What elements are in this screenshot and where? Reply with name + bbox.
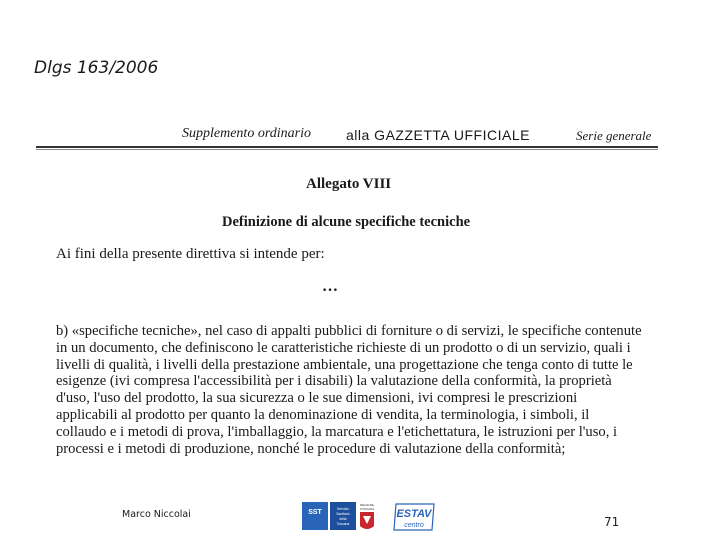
header-rule — [36, 146, 658, 148]
svg-text:Servizio: Servizio — [336, 507, 350, 511]
paragraph-line: esigenze (ivi compresa l'accessibilità per i disabili) la valutazione della conformità, la proprietà — [56, 373, 612, 390]
svg-text:centro: centro — [404, 522, 424, 529]
header-serie: Serie generale — [576, 128, 652, 143]
footer-author: Marco Niccolai — [122, 509, 191, 520]
estav-logo — [394, 504, 434, 530]
paragraph-line: collaudo e i metodi di prova, l'imballaggio, la marcatura e l'etichettatura, le istruzioni per l'uso, i — [56, 423, 618, 440]
definition-paragraph — [56, 323, 646, 457]
slide-title: Dlgs 163/2006 — [34, 58, 159, 78]
paragraph-line: b) «specifiche tecniche», nel caso di appalti pubblici di forniture o di servizi, le specifiche contenute — [56, 323, 642, 339]
svg-text:Toscana: Toscana — [336, 522, 350, 526]
svg-text:della: della — [339, 517, 347, 521]
allegato-heading: Allegato VIII — [306, 176, 392, 192]
header-supplemento: Supplemento ordinario — [182, 126, 311, 141]
paragraph-line: in un documento, che definiscono le caratteristiche richieste di un prodotto o di un servizio, quali i — [56, 339, 631, 356]
header-gazzetta: alla GAZZETTA UFFICIALE — [346, 127, 530, 143]
svg-text:Sanitario: Sanitario — [336, 512, 350, 516]
intro-text: Ai fini della presente direttiva si intende per: — [56, 246, 325, 262]
sst-logo — [302, 502, 356, 530]
header-rule-thin — [36, 149, 658, 150]
paragraph-line: d'uso, l'uso del prodotto, la sua sicurezza o le sue dimensioni, ivi compresi le prescrizioni — [56, 390, 578, 407]
paragraph-line: processi e i metodi di produzione, nonché le procedure di valutazione della conformità; — [56, 440, 566, 457]
svg-text:TOSCANA: TOSCANA — [359, 507, 375, 511]
svg-text:ESTAV: ESTAV — [396, 508, 432, 520]
paragraph-line: applicabili al prodotto per quanto la denominazione di vendita, la terminologia, i simboli, il — [56, 406, 590, 423]
page-number: 71 — [604, 515, 620, 529]
svg-text:SST: SST — [308, 509, 322, 516]
ellipsis: … — [322, 278, 338, 295]
svg-text:REGIONE: REGIONE — [360, 503, 374, 507]
sponsor-logos — [300, 500, 440, 534]
scanned-document — [36, 118, 658, 470]
regione-toscana-logo — [360, 503, 374, 529]
paragraph-line: livelli di qualità, i livelli della prestazione ambientale, una progettazione che tenga conto di tutte le — [56, 356, 633, 373]
definizione-heading: Definizione di alcune specifiche tecniche — [222, 214, 471, 230]
